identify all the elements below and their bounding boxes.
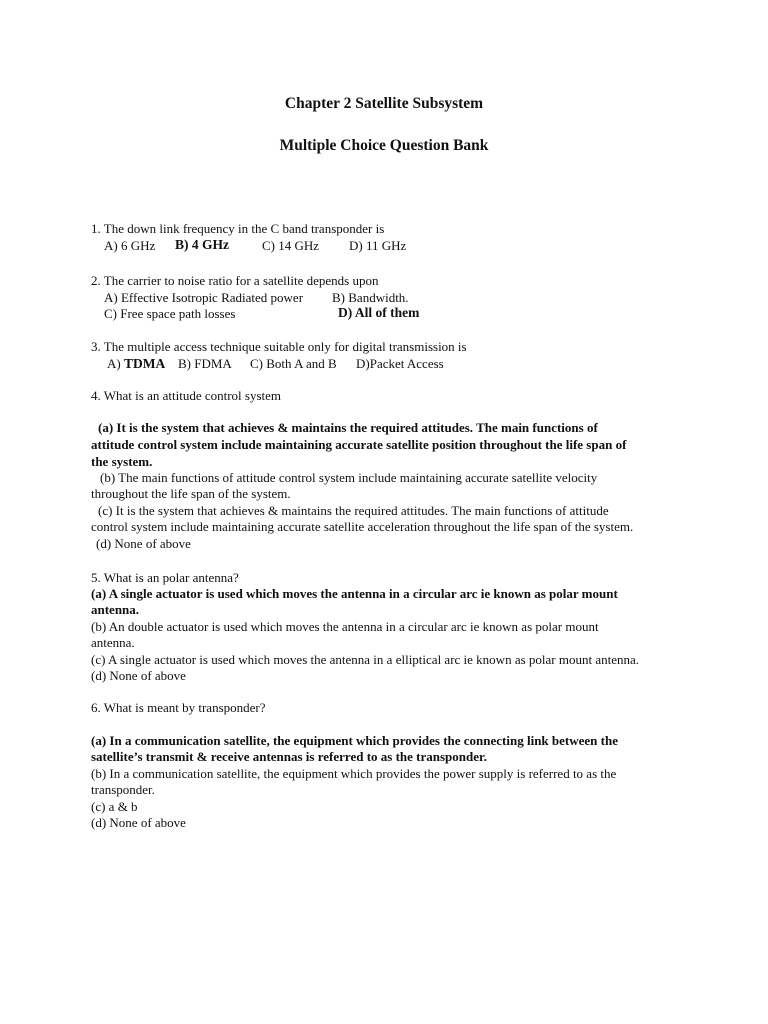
q6-option-b-line1: (b) In a communication satellite, the equipment which provides the power supply is referred to as the bbox=[91, 766, 617, 781]
q3-option-a-prefix: A) bbox=[107, 356, 121, 371]
q3-option-d: D)Packet Access bbox=[356, 356, 444, 371]
q3-question: 3. The multiple access technique suitable only for digital transmission is bbox=[91, 339, 467, 354]
q3-option-c: C) Both A and B bbox=[250, 356, 337, 371]
q3-option-a-answer: TDMA bbox=[123, 356, 166, 371]
q5-option-d: (d) None of above bbox=[91, 668, 186, 683]
q3-option-a bbox=[107, 356, 165, 372]
q4-question: 4. What is an attitude control system bbox=[91, 388, 282, 403]
q5-option-a-answer-line2: antenna. bbox=[91, 602, 140, 617]
q5-option-c: (c) A single actuator is used which moves the antenna in a elliptical arc ie known as polar mount antenna. bbox=[91, 652, 639, 667]
q5-question: 5. What is an polar antenna? bbox=[91, 570, 239, 585]
document-subtitle: Multiple Choice Question Bank bbox=[279, 137, 489, 154]
q6-question: 6. What is meant by transponder? bbox=[91, 700, 266, 715]
q4-option-b-line1: (b) The main functions of attitude control system include maintaining accurate satellite velocity bbox=[100, 470, 598, 485]
q1-option-a: A) 6 GHz bbox=[104, 238, 156, 253]
q6-option-a-answer-line1: (a) In a communication satellite, the equipment which provides the connecting link between the bbox=[91, 733, 618, 748]
q3-option-b: B) FDMA bbox=[178, 356, 232, 371]
document-title: Chapter 2 Satellite Subsystem bbox=[284, 95, 484, 112]
q1-question: 1. The down link frequency in the C band transponder is bbox=[91, 221, 385, 236]
q2-option-b: B) Bandwidth. bbox=[332, 290, 409, 305]
q5-option-a-answer-line1: (a) A single actuator is used which moves the antenna in a circular arc ie known as polar mount bbox=[91, 586, 618, 601]
q2-option-c: C) Free space path losses bbox=[104, 306, 236, 321]
q4-option-c-line2: control system include maintaining accurate satellite acceleration throughout the life span of the system. bbox=[91, 519, 634, 534]
q4-option-d: (d) None of above bbox=[96, 536, 191, 551]
q5-option-b-line2: antenna. bbox=[91, 635, 135, 650]
q6-option-b-line2: transponder. bbox=[91, 782, 155, 797]
q6-option-a-answer-line2: satellite’s transmit & receive antennas is referred to as the transponder. bbox=[91, 749, 487, 764]
q4-option-a-answer-line3: the system. bbox=[91, 454, 153, 469]
q4-option-a-answer-line1: (a) It is the system that achieves & maintains the required attitudes. The main functions of bbox=[98, 420, 598, 435]
q1-option-c: C) 14 GHz bbox=[262, 238, 320, 253]
q4-option-b-line2: throughout the life span of the system. bbox=[91, 486, 291, 501]
q5-option-b-line1: (b) An double actuator is used which moves the antenna in a circular arc ie known as polar mount bbox=[91, 619, 599, 634]
q1-option-b-answer: B) 4 GHz bbox=[175, 237, 229, 252]
q4-option-c-line1: (c) It is the system that achieves & maintains the required attitudes. The main functions of attitude bbox=[98, 503, 609, 518]
q4-option-a-answer-line2: attitude control system include maintaining accurate satellite position throughout the life span of bbox=[91, 437, 627, 452]
q2-option-a: A) Effective Isotropic Radiated power bbox=[104, 290, 304, 305]
q6-option-d: (d) None of above bbox=[91, 815, 186, 830]
q2-option-d-answer: D) All of them bbox=[338, 305, 420, 320]
q1-option-d: D) 11 GHz bbox=[349, 238, 407, 253]
q2-question: 2. The carrier to noise ratio for a satellite depends upon bbox=[91, 273, 379, 288]
q6-option-c: (c) a & b bbox=[91, 799, 138, 814]
